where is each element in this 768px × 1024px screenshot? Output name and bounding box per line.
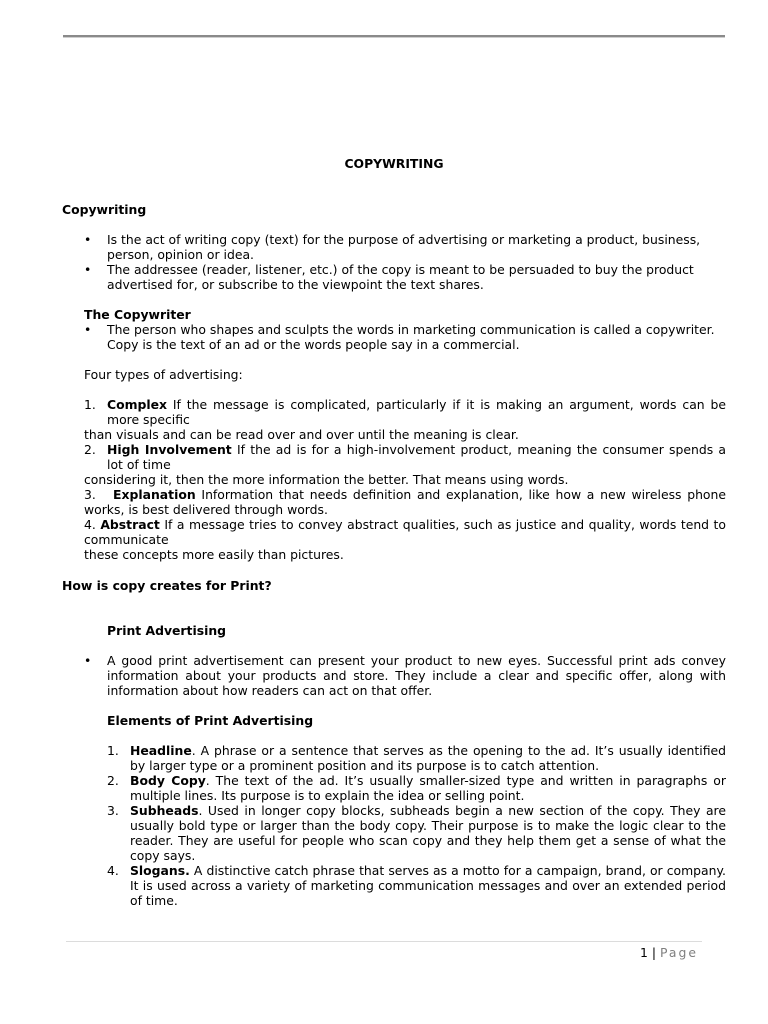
page-number: 1: [640, 945, 648, 960]
list-item: • The person who shapes and sculpts the words in marketing communication is called a copywriter. Copy is the text of an ad or the words people say in a commercial.: [62, 322, 728, 352]
advertising-types-list: [84, 397, 726, 562]
advertising-types-intro: Four types of advertising:: [84, 367, 243, 382]
section-heading-copywriting: Copywriting: [62, 202, 147, 217]
print-advertising-bullet-list: [62, 653, 726, 698]
list-item: • A good print advertisement can present your product to new eyes. Successful print ads convey information about your products and store. They include a clear and specific offer, along with information about how readers can act on that offer.: [62, 653, 726, 698]
list-item: 2. High Involvement If the ad is for a high-involvement product, meaning the consumer spends a lot of time: [84, 442, 726, 472]
copywriting-bullet-list: [62, 232, 712, 292]
list-item: 2. Body Copy. The text of the ad. It’s usually smaller-sized type and written in paragraphs or multiple lines. Its purpose is to explain the idea or selling point.: [107, 773, 726, 803]
document-title: COPYWRITING: [344, 156, 444, 171]
elements-list: [62, 743, 726, 908]
section-heading-copywriter: The Copywriter: [84, 307, 191, 322]
list-item: 1. Headline. A phrase or a sentence that serves as the opening to the ad. It’s usually identified by larger type or a prominent position and its purpose is to catch attention.: [107, 743, 726, 773]
list-item-continuation: these concepts more easily than pictures.: [84, 547, 344, 562]
section-heading-print-copy: How is copy creates for Print?: [62, 578, 272, 593]
footer-rule: [66, 941, 702, 942]
subheading-elements-print-advertising: Elements of Print Advertising: [107, 713, 314, 728]
page-footer: [640, 945, 698, 960]
list-item: 1. Complex If the message is complicated, particularly if it is making an argument, words can be more specific: [84, 397, 726, 427]
list-item-continuation: than visuals and can be read over and over until the meaning is clear.: [84, 427, 519, 442]
copywriter-bullet-list: [62, 322, 728, 352]
header-rule: [63, 35, 725, 38]
list-item: 4. Slogans. A distinctive catch phrase that serves as a motto for a campaign, brand, or company. It is used across a variety of marketing communication messages and over an extended period of time.: [107, 863, 726, 908]
list-item: 4. Abstract If a message tries to convey abstract qualities, such as justice and quality, words tend to communicate: [84, 517, 726, 547]
list-item: 3. Explanation Information that needs definition and explanation, like how a new wireless phone works, is best delivered through words.: [84, 487, 726, 517]
page-label: Page: [660, 945, 698, 960]
list-item: 3. Subheads. Used in longer copy blocks, subheads begin a new section of the copy. They are usually bold type or larger than the body copy. Their purpose is to make the logic clear to the reader. They are useful for people who scan copy and they help them get a sense of what the copy says.: [107, 803, 726, 863]
footer-separator: |: [651, 945, 657, 960]
subheading-print-advertising: Print Advertising: [107, 623, 227, 638]
list-item: • The addressee (reader, listener, etc.) of the copy is meant to be persuaded to buy the product advertised for, or subscribe to the viewpoint the text shares.: [62, 262, 712, 292]
list-item: • Is the act of writing copy (text) for the purpose of advertising or marketing a product, business, person, opinion or idea.: [62, 232, 712, 262]
list-item-continuation: considering it, then the more information the better. That means using words.: [84, 472, 569, 487]
